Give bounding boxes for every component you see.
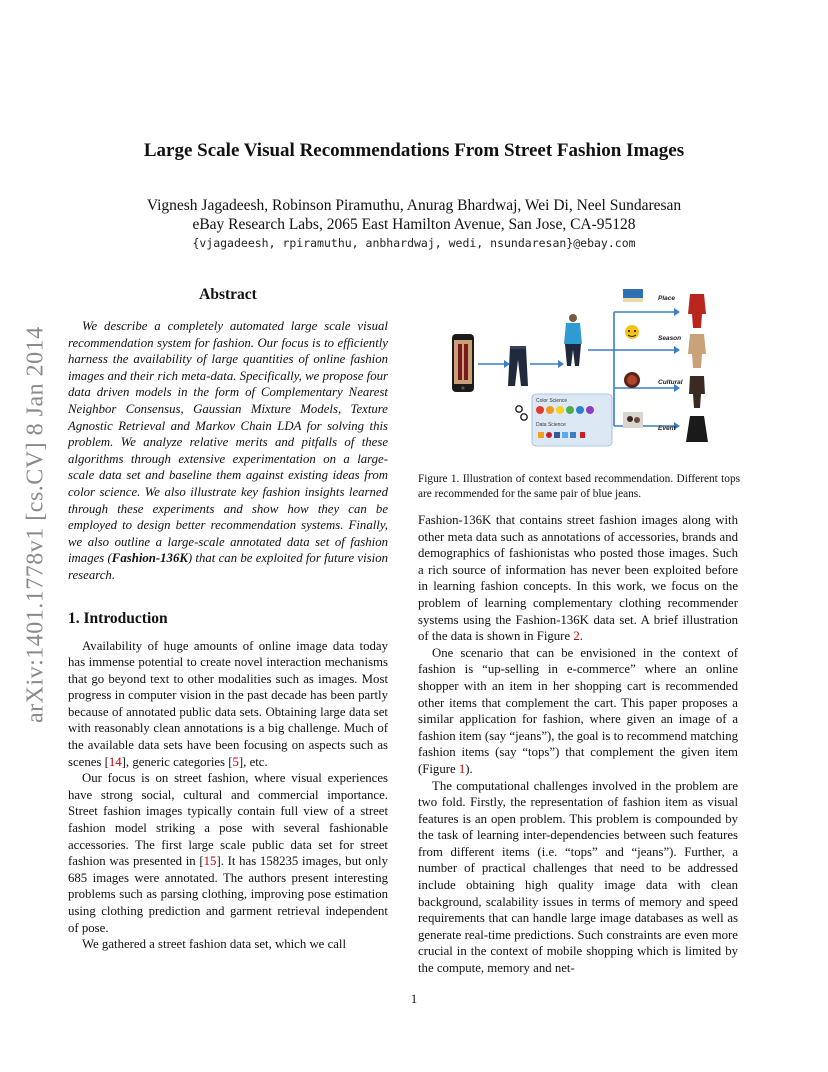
text-run: ], generic categories [: [121, 754, 233, 769]
text-run: Availability of huge amounts of online image data today has immense potential to create novel interaction mechanisms that go beyond text to other modalities such as images. Most progress in computer vision in the past decade has been partly because of annotated public data sets. Obtaining large data set with reasonably clean annotations is a big challenge. Much of the available data sets have been focusing on aspects such as scenes [: [68, 638, 388, 769]
abstract-text-part: ) that can be exploited for future vision research.: [68, 551, 388, 582]
fashion-model-icon: [564, 314, 582, 366]
text-run: .: [579, 629, 583, 644]
figure-1-illustration: [418, 284, 740, 462]
right-paragraph-3: The computational challenges involved in the problem are two fold. Firstly, the representation of fashion item as visual features is an open problem. This problem is compounded by the task of learning inter-dependencies between such features from different items (i.e. “tops” and “jeans”). Further, a number of practical challenges that need to be addressed include obtaining high quality image data with clean background, scalability issues in terms of memory and speed requirements that can handle large image databases as well as generate real-time predictions. Such constraints are even more crucial in the context of mobile shopping which is limited by the compute, memory and net-: [418, 778, 738, 976]
event-icon: [623, 412, 643, 428]
jeans-icon: [508, 346, 528, 386]
season-icon: [625, 325, 639, 339]
text-run: Our focus is on street fashion, where visual experiences have strong social, cultural and commercial importance. Street fashion images typically contain full view of a street fashion model striking a pose with several fashionable accessories. The first large scale public data set for street fashion was presented in [: [68, 771, 388, 869]
abstract-heading: Abstract: [199, 286, 257, 303]
cultural-icon: [624, 372, 640, 388]
text-run: One scenario that can be envisioned in the context of fashion is “up-selling in e-commerce” where an online shopper with an item in her shopping cart is recommended other items that complement the cart. This paper proposes a similar application for fashion, where given an image of a fashion item (say “jeans”), the goal is to recommend matching fashion items (say “tops”) that complement the given item (Figure: [418, 645, 738, 776]
citation-link[interactable]: 5: [232, 754, 239, 769]
author-emails: {vjagadeesh, rpiramuthu, anbhardwaj, wedi, nsundaresan}@ebay.com: [192, 236, 636, 250]
right-column: [418, 512, 738, 977]
figure-label-place: Place: [658, 295, 675, 302]
dataset-name: Fashion-136K: [111, 551, 188, 566]
figure-label-season: Season: [658, 335, 682, 342]
right-paragraph-2: [418, 645, 738, 778]
recommended-top-place: [688, 294, 706, 328]
author-names: Vignesh Jagadeesh, Robinson Piramuthu, Anurag Bhardwaj, Wei Di, Neel Sundaresan: [146, 197, 682, 214]
recommended-top-cultural: [689, 376, 705, 408]
figure-1-caption: Figure 1. Illustration of context based recommendation. Different tops are recommended for the same pair of blue jeans.: [418, 473, 740, 500]
phone-icon: [452, 334, 474, 392]
arxiv-side-label: arXiv:1401.1778v1 [cs.CV] 8 Jan 2014: [22, 326, 49, 724]
text-run: ).: [465, 761, 473, 776]
figure-label-event: Event: [658, 425, 676, 432]
science-panel: [532, 394, 612, 446]
figure-label-cultural: Cultural: [658, 379, 683, 386]
figure-1: [418, 284, 740, 462]
figure-link[interactable]: 2: [573, 629, 580, 644]
data-science-label: Data Science: [536, 422, 566, 428]
text-run: Fashion-136K that contains street fashion images along with other meta data such as annotations of accessories, brands and demographics of fashionistas who posted those images. Such a rich source of information has never been exploited before in learning fashion concepts. In this work, we focus on the problem of learning complementary clothing recommender systems using the Fashion-136K data set. A brief illustration of the data is shown in Figure: [418, 513, 738, 644]
citation-link[interactable]: 14: [108, 754, 122, 769]
abstract-text-part: We describe a completely automated large scale visual recommendation system for fashion. Our focus is to efficiently harness the availability of large quantities of online fashion images and their rich meta-data. Specifically, we propose four data driven models in the form of Complementary Nearest Neighbor Consensus, Gaussian Mixture Models, Texture Agnostic Retrieval and Markov Chain LDA for solving this problem. We analyze relative merits and pitfalls of these algorithms through extensive experimentation on a large-scale data set and baseline them against existing ideas from color science. We also illustrate key fashion insights learned through these experiments and show how they can be employed to design better recommendation systems. Finally, we also outline a large-scale annotated data set of fashion images (: [68, 319, 388, 566]
author-block: [60, 196, 768, 234]
intro-paragraph-1: [68, 638, 388, 771]
intro-paragraph-3: We gathered a street fashion data set, which we call: [82, 937, 347, 952]
gears-icon: [516, 406, 527, 420]
page-number: 1: [410, 992, 418, 1006]
intro-paragraph-2: [68, 770, 388, 936]
section-heading-introduction: 1. Introduction: [68, 609, 168, 627]
color-science-label: Color Science: [536, 398, 568, 404]
figure-link[interactable]: 1: [458, 761, 466, 776]
text-run: ]. It has 158235 images, but only 685 images were annotated. The authors present interesting problems such as parsing clothing, improving pose estimation using clothing prediction and garment retrieval independent of pose.: [68, 854, 388, 935]
citation-link[interactable]: 15: [203, 854, 217, 869]
text-run: ], etc.: [238, 754, 268, 769]
recommended-top-event: [686, 416, 708, 442]
place-icon: [623, 289, 643, 302]
left-column: [68, 286, 388, 953]
right-paragraph-1: [418, 512, 738, 645]
author-affiliation: eBay Research Labs, 2065 East Hamilton Avenue, San Jose, CA-95128: [192, 216, 636, 233]
abstract-text: [68, 318, 388, 584]
paper-title: Large Scale Visual Recommendations From Street Fashion Images: [143, 140, 685, 161]
recommended-top-season: [688, 334, 706, 368]
